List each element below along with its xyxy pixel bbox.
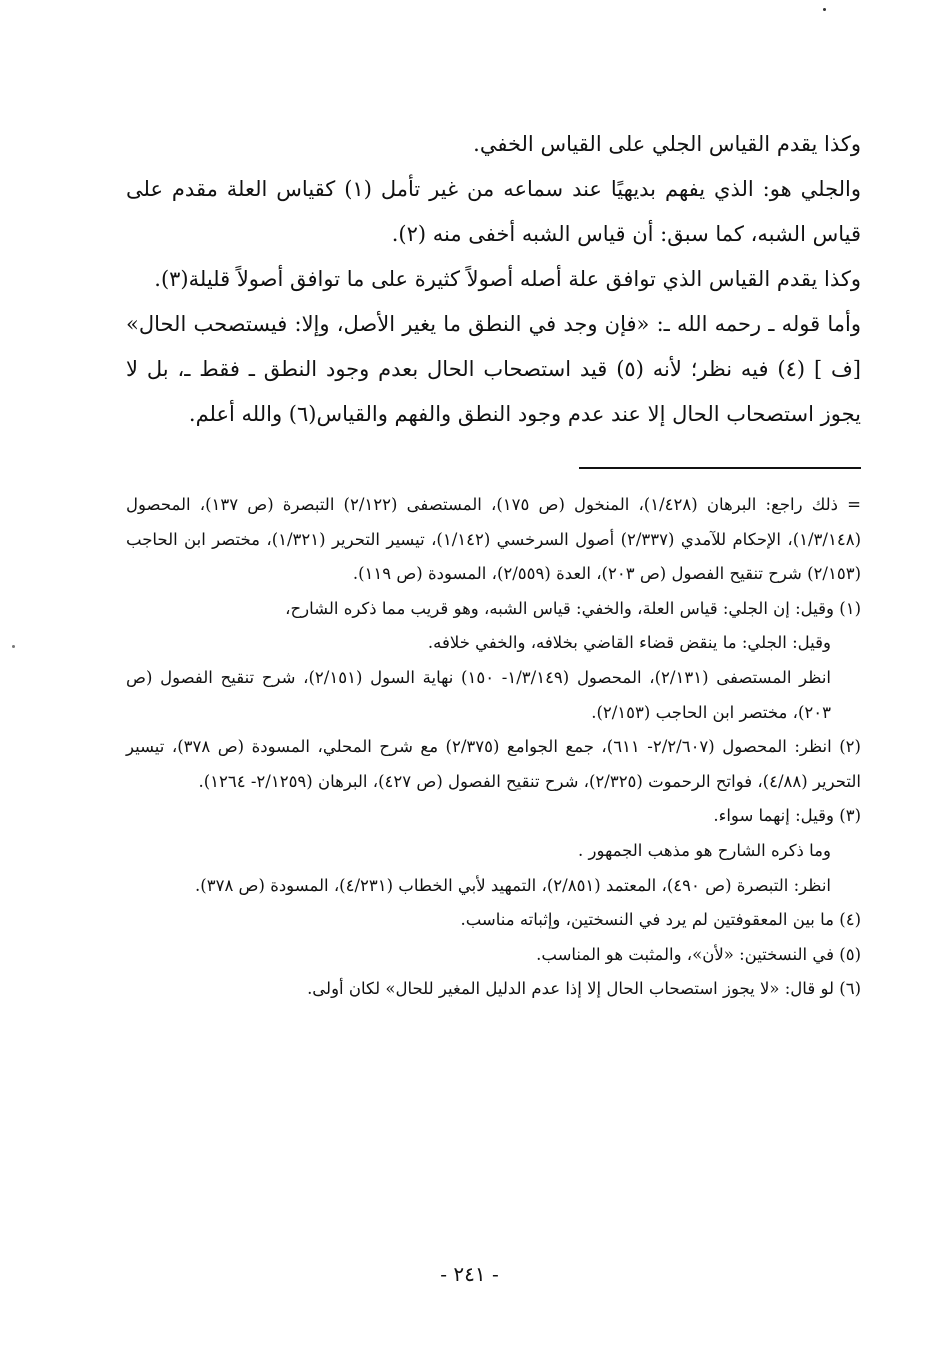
main-text — [126, 122, 861, 437]
main-paragraph: وأما قوله ـ رحمه الله ـ: «فإن وجد في النطق ما يغير الأصل، وإلا: فيستصحب الحال» [ف ] (٤) فيه نظر؛ لأنه (٥) قيد استصحاب الحال بعدم وجود النطق ـ فقط ـ، بل لا يجوز استصحاب الحال إلا عند عدم وجود النطق والفهم والقياس(٦) والله أعلم. — [126, 312, 862, 426]
footnote-continuation: = ذلك راجع: البرهان (١/٤٢٨)، المنخول (ص ١٧٥)، المستصفى (٢/١٢٢) التبصرة (ص ١٣٧)، المحصول (١/٣/١٤٨)، الإحكام للآمدي (٢/٣٣٧) أصول السرخسي (١/١٤٢)، تيسير التحرير (١/٣٢١)، مختصر ابن الحاجب (٢/١٥٣) شرح تنقيح الفصول (ص ٢٠٣)، العدة (٢/٥٥٩)، المسودة (ص ١١٩). — [126, 495, 862, 584]
footnote-4: (٤) ما بين المعقوفتين لم يرد في النسختين، وإثباته مناسب. — [460, 910, 861, 930]
footnote-1-b: وقيل: الجلي: ما ينقض قضاء القاضي بخلافه، والخفي خلافه. — [427, 633, 831, 653]
main-paragraph: وكذا يقدم القياس الذي توافق علة أصله أصولاً كثيرة على ما توافق أصولاً قليلة(٣). — [154, 267, 861, 291]
main-paragraph: وكذا يقدم القياس الجلي على القياس الخفي. — [473, 132, 861, 156]
footnote-3-c: انظر: التبصرة (ص ٤٩٠)، المعتمد (٢/٨٥١)، التمهيد لأبي الخطاب (٤/٢٣١)، المسودة (ص ٣٧٨). — [195, 875, 831, 895]
footnote-1: (١) وقيل: إن الجلي: قياس العلة، والخفي: قياس الشبه، وهو قريب مما ذكره الشارح، — [285, 598, 861, 618]
footnote-2: (٢) انظر: المحصول (٢/٢/٦٠٧- ٦١١)، جمع الجوامع (٢/٣٧٥) مع شرح المحلي، المسودة (ص ٣٧٨)، تيسير التحرير (٤/٨٨)، فواتح الرحموت (٢/٣٢٥)، شرح تنقيح الفصول (ص ٤٢٧)، البرهان (٢/١٢٥٩- ١٢٦٤). — [126, 737, 861, 791]
scan-speck — [823, 8, 826, 11]
footnote-1-c: انظر المستصفى (٢/١٣١)، المحصول (١/٣/١٤٩- ١٥٠) نهاية السول (٢/١٥١)، شرح تنقيح الفصول (ص ٢٠٣)، مختصر ابن الحاجب (٢/١٥٣). — [126, 667, 831, 722]
footnote-6: (٦) لو قال: «لا يجوز استصحاب الحال إلا إذا عدم الدليل المغير للحال» لكان أولى. — [307, 979, 861, 999]
footnote-divider — [579, 467, 861, 469]
footnotes — [126, 488, 861, 1007]
footnote-3-b: وما ذكره الشارح هو مذهب الجمهور . — [577, 840, 831, 860]
main-paragraph: والجلي هو: الذي يفهم بديهيًا عند سماعه من غير تأمل (١) كقياس العلة مقدم على قياس الشبه، كما سبق: أن قياس الشبه أخفى منه (٢). — [126, 177, 862, 246]
footnote-3: (٣) وقيل: إنهما سواء. — [713, 806, 861, 826]
footnote-5: (٥) في النسختين: «لأن»، والمثبت هو المناسب. — [536, 944, 861, 964]
page-number: - ٢٤١ - — [440, 1262, 499, 1286]
scan-speck — [12, 645, 15, 648]
